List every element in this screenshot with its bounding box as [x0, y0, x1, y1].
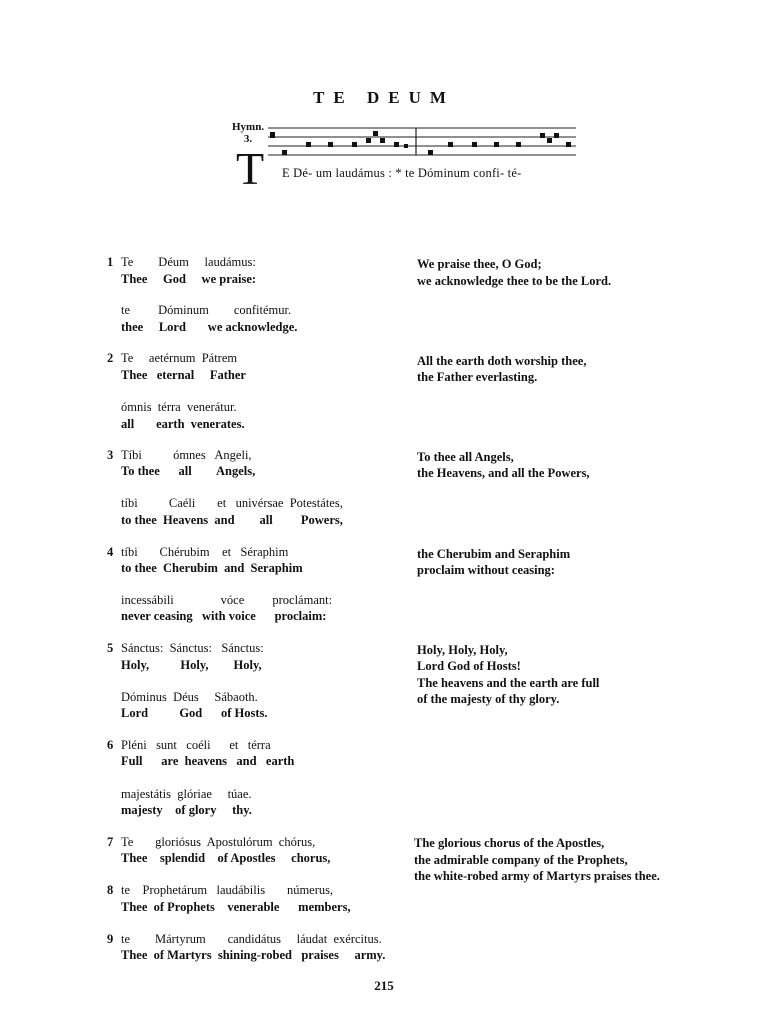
- translation-line: To thee all Angels,: [417, 450, 514, 464]
- verse-number: 5: [107, 641, 114, 655]
- verse-number: 9: [107, 932, 114, 946]
- literal-translation-line: Holy, Holy, Holy,: [121, 658, 262, 672]
- verse-number: 2: [107, 351, 114, 365]
- literal-translation-line: never ceasing with voice proclaim:: [121, 609, 327, 623]
- latin-line: te Mártyrum candidátus láudat exércitus.: [121, 932, 382, 946]
- verse-number: 8: [107, 883, 114, 897]
- latin-line: majestátis glóriae túae.: [121, 787, 252, 801]
- verse-number: 3: [107, 448, 114, 462]
- latin-line: te Dóminum confitémur.: [121, 303, 292, 317]
- verse-number: 6: [107, 738, 114, 752]
- latin-line: Dóminus Déus Sábaoth.: [121, 690, 258, 704]
- literal-translation-line: Thee splendid of Apostles chorus,: [121, 851, 331, 865]
- latin-line: Te Déum laudámus:: [121, 255, 256, 269]
- verse-number: 4: [107, 545, 114, 559]
- latin-line: Pléni sunt coéli et térra: [121, 738, 271, 752]
- chant-label-line2: 3.: [243, 133, 253, 145]
- latin-line: Te gloriósus Apostulórum chórus,: [121, 835, 316, 849]
- latin-line: tíbi Chérubim et Séraphim: [121, 545, 289, 559]
- verse-number: 7: [107, 835, 114, 849]
- chant-mode-label: [232, 121, 264, 145]
- translation-line: proclaim without ceasing:: [417, 563, 555, 577]
- translation-line: the Cherubim and Seraphim: [417, 547, 571, 561]
- page-number: 215: [374, 978, 394, 993]
- latin-line: Sánctus: Sánctus: Sánctus:: [121, 641, 264, 655]
- translation-line: the white-robed army of Martyrs praises thee.: [414, 869, 660, 883]
- literal-translation-line: to thee Heavens and all Powers,: [121, 513, 343, 527]
- translation-line: the admirable company of the Prophets,: [414, 853, 628, 867]
- literal-translation-line: To thee all Angels,: [121, 464, 256, 478]
- literal-translation-line: all earth venerates.: [121, 417, 245, 431]
- latin-line: incessábili vóce proclámant:: [121, 593, 333, 607]
- translation-line: of the majesty of thy glory.: [417, 692, 560, 706]
- literal-translation-line: Full are heavens and earth: [121, 754, 295, 768]
- translation-line: Holy, Holy, Holy,: [417, 643, 508, 657]
- chant-label-line1: Hymn.: [232, 121, 265, 133]
- latin-line: ómnis térra venerátur.: [121, 400, 237, 414]
- page-title: TE DEUM: [313, 88, 455, 107]
- latin-line: Te aetérnum Pátrem: [121, 351, 238, 365]
- translation-line: the Father everlasting.: [417, 370, 538, 384]
- translation-line: The heavens and the earth are full: [417, 676, 600, 690]
- latin-line: Tíbi ómnes Angeli,: [121, 448, 252, 462]
- translation-line: We praise thee, O God;: [417, 257, 542, 271]
- translation-line: the Heavens, and all the Powers,: [417, 466, 590, 480]
- literal-translation-line: Thee of Martyrs shining-robed praises army.: [121, 948, 386, 962]
- literal-translation-line: Lord God of Hosts.: [121, 706, 268, 720]
- translation-line: All the earth doth worship thee,: [417, 354, 587, 368]
- translation-line: Lord God of Hosts!: [417, 659, 521, 673]
- translation-line: we acknowledge thee to be the Lord.: [417, 274, 612, 288]
- literal-translation-line: Thee of Prophets venerable members,: [121, 900, 351, 914]
- latin-line: tíbi Caéli et univérsae Potestátes,: [121, 496, 343, 510]
- literal-translation-line: Thee eternal Father: [121, 368, 246, 382]
- literal-translation-line: thee Lord we acknowledge.: [121, 320, 298, 334]
- translation-line: The glorious chorus of the Apostles,: [414, 836, 605, 850]
- latin-line: te Prophetárum laudábilis númerus,: [121, 883, 334, 897]
- literal-translation-line: to thee Cherubim and Seraphim: [121, 561, 303, 575]
- verse-number: 1: [107, 255, 114, 269]
- literal-translation-line: majesty of glory thy.: [121, 803, 252, 817]
- literal-translation-line: Thee God we praise:: [121, 272, 257, 286]
- drop-cap-initial: T: [236, 143, 265, 194]
- chant-staff: [268, 124, 578, 162]
- chant-text: E Dé- um laudámus : * te Dóminum confi- té-: [282, 166, 522, 180]
